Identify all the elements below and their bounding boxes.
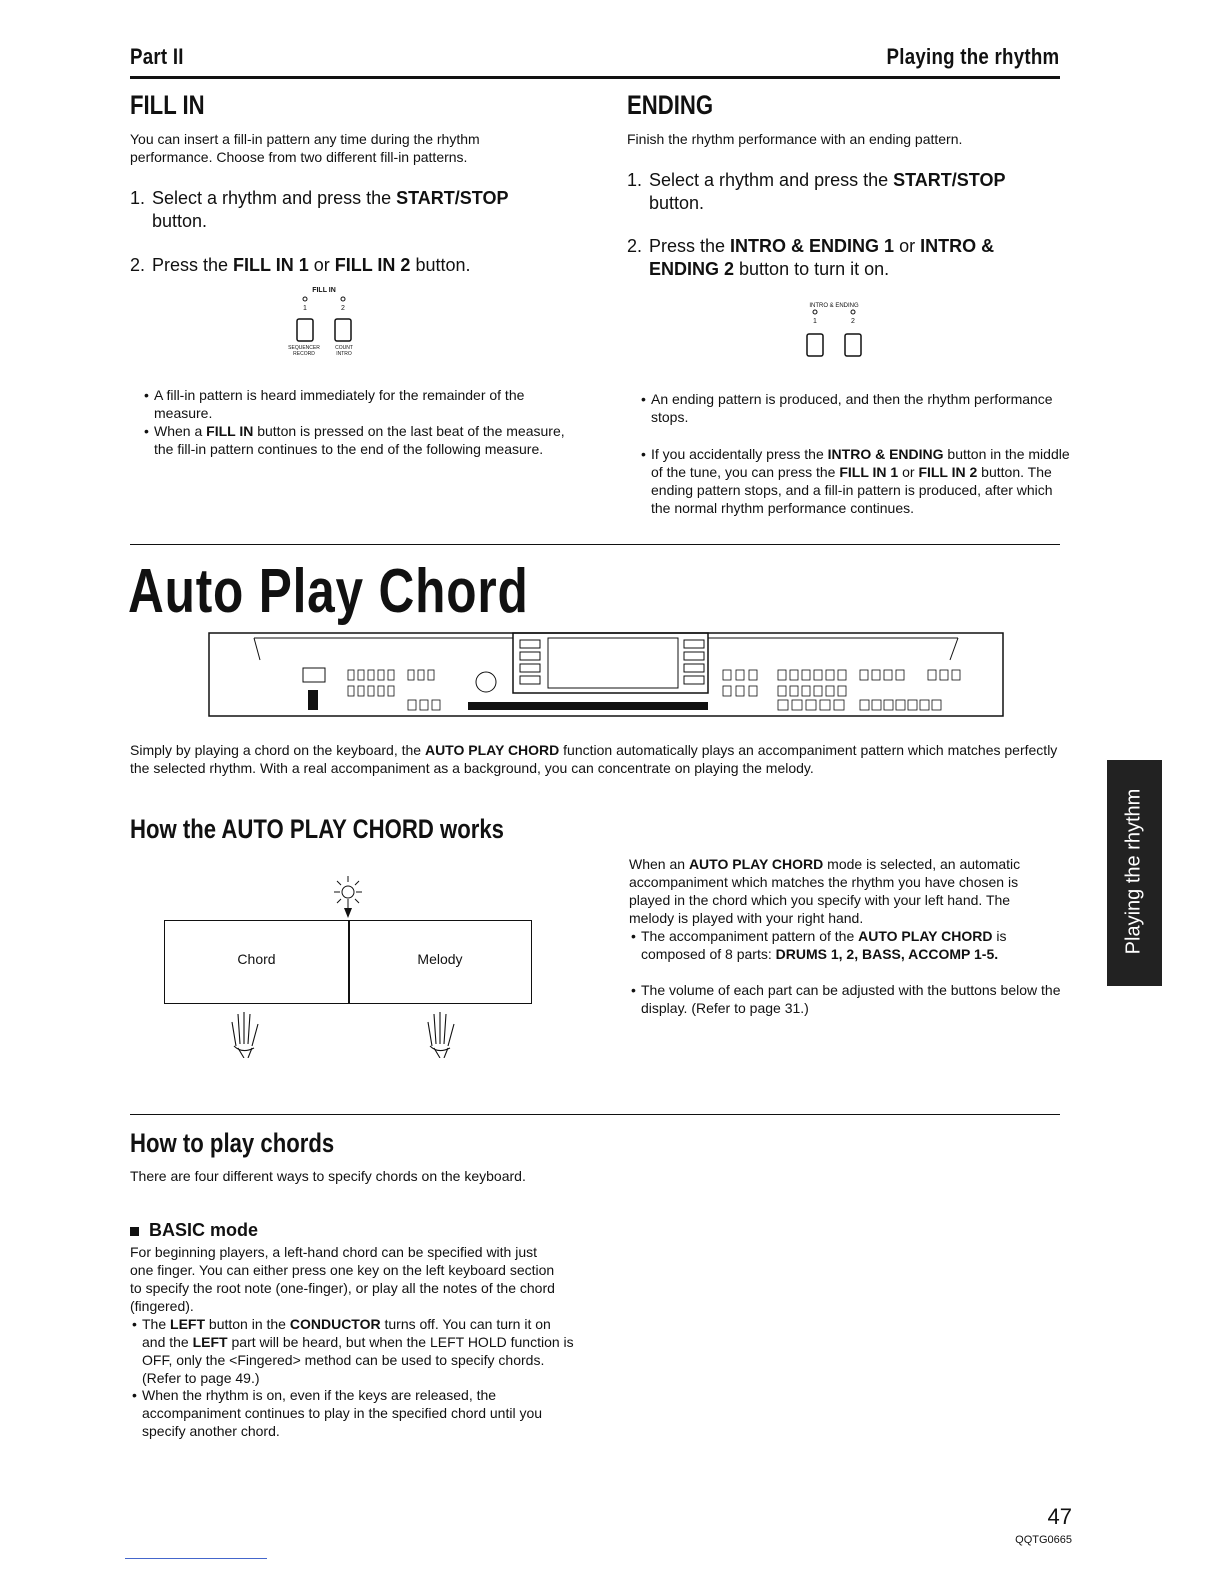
fill-in-bullet-2: • When a FILL IN button is pressed on the last beat of the measure, the fill-in pattern continues to the end of the following measure. bbox=[142, 422, 574, 458]
fill-in-title: FILL IN bbox=[130, 90, 205, 120]
ending-bullet-2: • If you accidentally press the INTRO & ENDING button in the middle of the tune, you can press the FILL IN 1 or FILL IN 2 button. The ending pattern stops, and a fill-in pattern is produced, after which the normal rhythm performance continues. bbox=[639, 445, 1071, 517]
fill-in-intro: You can insert a fill-in pattern any time during the rhythm performance. Choose from two different fill-in patterns. bbox=[130, 131, 480, 165]
basic-mode-bullet-2: • When the rhythm is on, even if the keys are released, the accompaniment continues to play in the specified chord until you specify another chord. bbox=[130, 1386, 574, 1440]
auto-play-description: Simply by playing a chord on the keyboard, the AUTO PLAY CHORD function automatically plays an accompaniment pattern which matches perfectly the selected rhythm. With a real accompaniment as a background, you can concentrate on playing the melody. bbox=[130, 742, 1058, 776]
how-works-paragraph: When an AUTO PLAY CHORD mode is selected, an automatic accompaniment which matches the rhythm you have chosen is played in the chord which you specify with your left hand. The melody is played with your right hand. bbox=[629, 856, 1021, 926]
keyboard-panel-illustration bbox=[208, 630, 1006, 718]
intro-ending-button-figure bbox=[794, 302, 874, 362]
how-play-intro: There are four different ways to specify chords on the keyboard. bbox=[130, 1168, 526, 1184]
ending-step-2: 2. Press the INTRO & ENDING 1 or INTRO & ENDING 2 button to turn it on. bbox=[627, 236, 995, 279]
fill-in-figure-num-1: 1 bbox=[303, 305, 307, 312]
fill-in-figure-sub-2: COUNT INTRO bbox=[335, 345, 353, 357]
fill-in-figure-sub-1: SEQUENCER RECORD bbox=[288, 345, 320, 357]
intro-ending-figure-label: INTRO & ENDING bbox=[809, 303, 859, 309]
document-code: QQTG0665 bbox=[1015, 1534, 1072, 1546]
ending-step-1: 1. Select a rhythm and press the START/STOP button. bbox=[627, 170, 1006, 213]
fill-in-figure-label: FILL IN bbox=[312, 287, 336, 294]
melody-label: Melody bbox=[417, 951, 463, 967]
ending-intro: Finish the rhythm performance with an ending pattern. bbox=[627, 131, 963, 147]
left-hand-icon bbox=[228, 1008, 268, 1058]
fill-in-buttons-icon bbox=[284, 295, 364, 347]
section-header: Playing the rhythm bbox=[886, 44, 1059, 69]
page-number: 47 bbox=[1047, 1504, 1072, 1529]
how-works-bullet-1: • The accompaniment pattern of the AUTO PLAY CHORD is composed of 8 parts: DRUMS 1, 2, BASS, ACCOMP 1-5. bbox=[629, 927, 1071, 963]
basic-mode-paragraph: For beginning players, a left-hand chord can be specified with just one finger. You can either press one key on the left keyboard section to specify the root note (one-finger), or play all the notes of the chord (fingered). bbox=[130, 1244, 555, 1314]
keyboard-split-diagram bbox=[164, 920, 532, 1004]
part-label: Part II bbox=[130, 44, 184, 69]
fill-in-button-figure bbox=[284, 287, 364, 367]
fill-in-step-2: 2. Press the FILL IN 1 or FILL IN 2 button. bbox=[130, 255, 471, 275]
how-works-bullet-2: • The volume of each part can be adjusted with the buttons below the display. (Refer to page 31.) bbox=[629, 981, 1071, 1017]
fill-in-figure-num-2: 2 bbox=[341, 305, 345, 312]
fill-in-step-1: 1. Select a rhythm and press the START/STOP button. bbox=[130, 188, 509, 231]
intro-ending-figure-num-2: 2 bbox=[851, 318, 855, 325]
ending-bullet-1: • An ending pattern is produced, and then the rhythm performance stops. bbox=[639, 390, 1071, 426]
section-rule-2 bbox=[130, 1114, 1060, 1115]
footer-line bbox=[125, 1558, 267, 1559]
basic-mode-bullet-1: • The LEFT button in the CONDUCTOR turns off. You can turn it on and the LEFT part will be heard, but when the LEFT HOLD function is OFF, only the <Fingered> method can be used to specify chords. (Refer to page 49.) bbox=[130, 1315, 574, 1387]
right-hand-icon bbox=[424, 1008, 464, 1058]
how-works-title: How the AUTO PLAY CHORD works bbox=[130, 814, 504, 844]
intro-ending-buttons-icon bbox=[794, 308, 874, 360]
fill-in-bullet-1: • A fill-in pattern is heard immediately for the remainder of the measure. bbox=[142, 386, 574, 422]
how-play-title: How to play chords bbox=[130, 1128, 335, 1158]
header-rule bbox=[130, 76, 1060, 79]
light-arrow-icon bbox=[318, 868, 378, 920]
ending-title: ENDING bbox=[627, 90, 714, 120]
side-tab-label: Playing the rhythm bbox=[1122, 788, 1145, 955]
chord-label: Chord bbox=[237, 951, 276, 967]
intro-ending-figure-num-1: 1 bbox=[813, 318, 817, 325]
basic-mode-heading: BASIC mode bbox=[130, 1220, 258, 1241]
section-rule-1 bbox=[130, 544, 1060, 545]
side-tab bbox=[1107, 760, 1162, 986]
auto-play-chord-title: Auto Play Chord bbox=[128, 557, 529, 626]
square-bullet-icon bbox=[130, 1227, 139, 1236]
